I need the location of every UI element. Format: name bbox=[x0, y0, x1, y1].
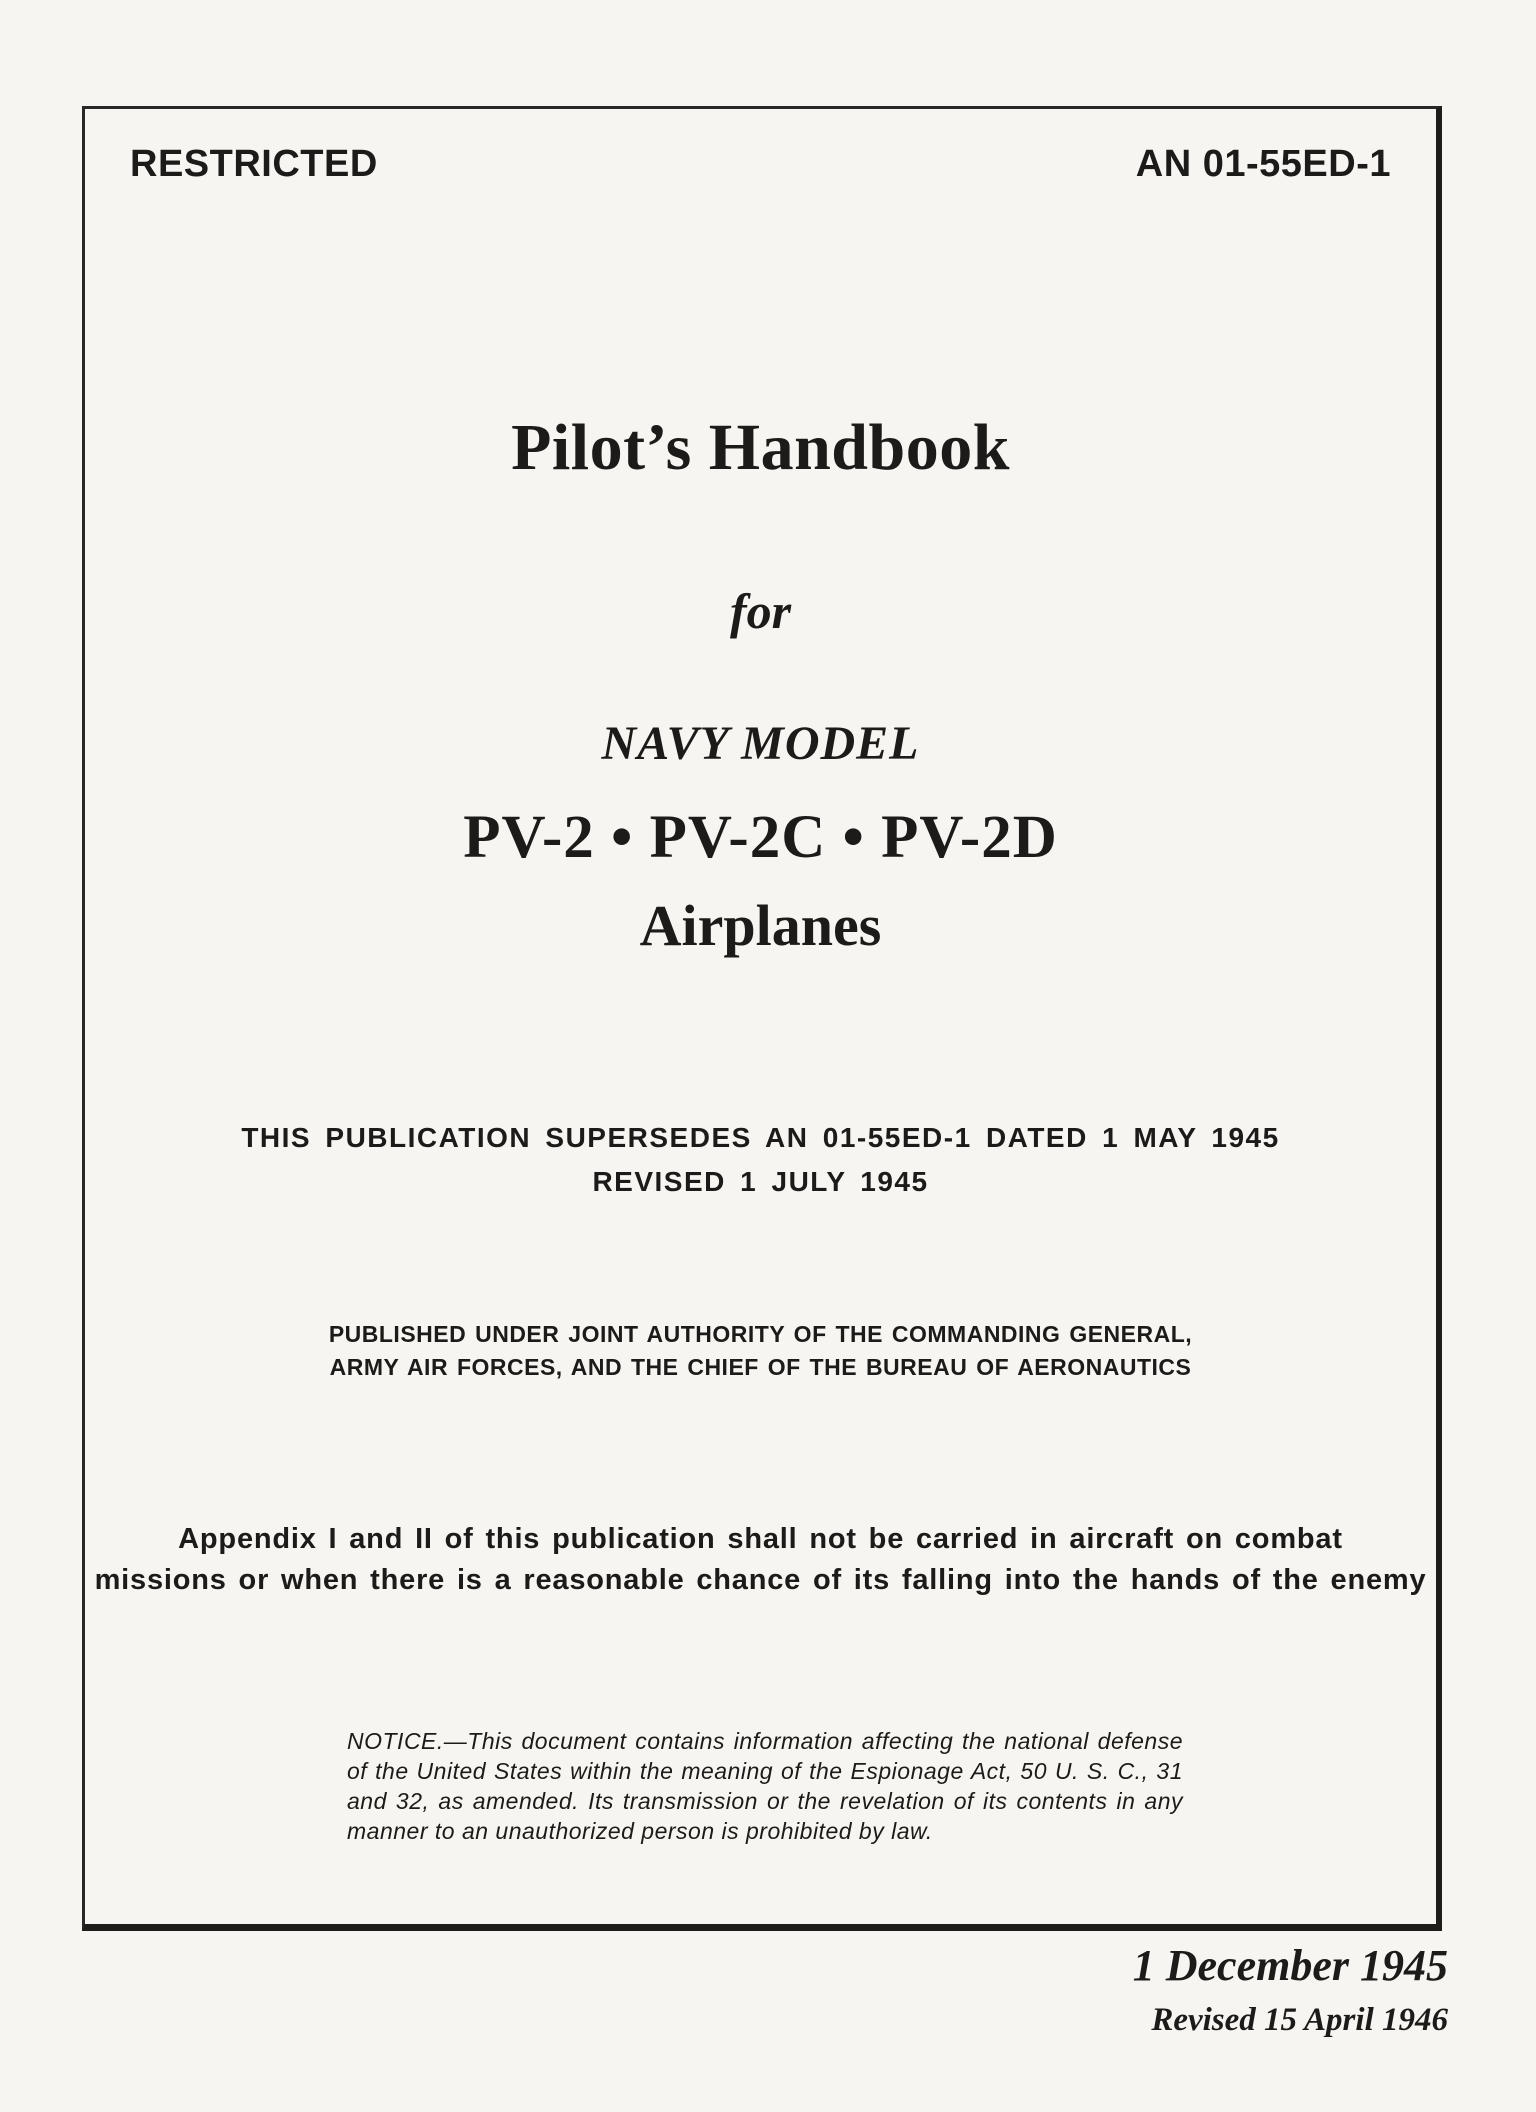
supersedes-notice bbox=[85, 1116, 1436, 1204]
classification-marking: RESTRICTED bbox=[130, 143, 378, 185]
document-cover-frame bbox=[82, 106, 1442, 1931]
appendix-warning-line-1: Appendix I and II of this publication shall not be carried in aircraft on combat bbox=[178, 1523, 1343, 1555]
revision-date: Revised 15 April 1946 bbox=[1151, 2002, 1448, 2038]
publication-number: AN 01-55ED-1 bbox=[1135, 143, 1391, 185]
handbook-title: Pilot’s Handbook bbox=[511, 411, 1010, 484]
for-text: for bbox=[729, 583, 792, 639]
airplanes-label: Airplanes bbox=[639, 893, 882, 958]
appendix-warning-line-2: missions or when there is a reasonable chance of its falling into the hands of the enemy bbox=[94, 1564, 1427, 1596]
aircraft-models: PV-2 • PV-2C • PV-2D bbox=[463, 804, 1058, 871]
espionage-act-notice: NOTICE.—This document contains information affecting the national defense of the United States within the meaning of the Espionage Act, 50 U. S. C., 31 and 32, as amended. Its transmission or the revelation of its contents in any manner to an unauthorized person is prohibited by law. bbox=[347, 1728, 1183, 1844]
supersedes-line-1: THIS PUBLICATION SUPERSEDES AN 01-55ED-1 DATED 1 MAY 1945 bbox=[241, 1122, 1280, 1153]
publication-date: 1 December 1945 bbox=[1132, 1941, 1448, 1990]
authority-line-1: PUBLISHED UNDER JOINT AUTHORITY OF THE COMMANDING GENERAL, bbox=[328, 1321, 1193, 1347]
navy-model-label: NAVY MODEL bbox=[601, 717, 920, 770]
supersedes-line-2: REVISED 1 JULY 1945 bbox=[592, 1166, 929, 1197]
authority-line-2: ARMY AIR FORCES, AND THE CHIEF OF THE BUREAU OF AERONAUTICS bbox=[329, 1354, 1192, 1380]
publication-authority bbox=[85, 1318, 1436, 1384]
appendix-warning bbox=[85, 1519, 1436, 1601]
